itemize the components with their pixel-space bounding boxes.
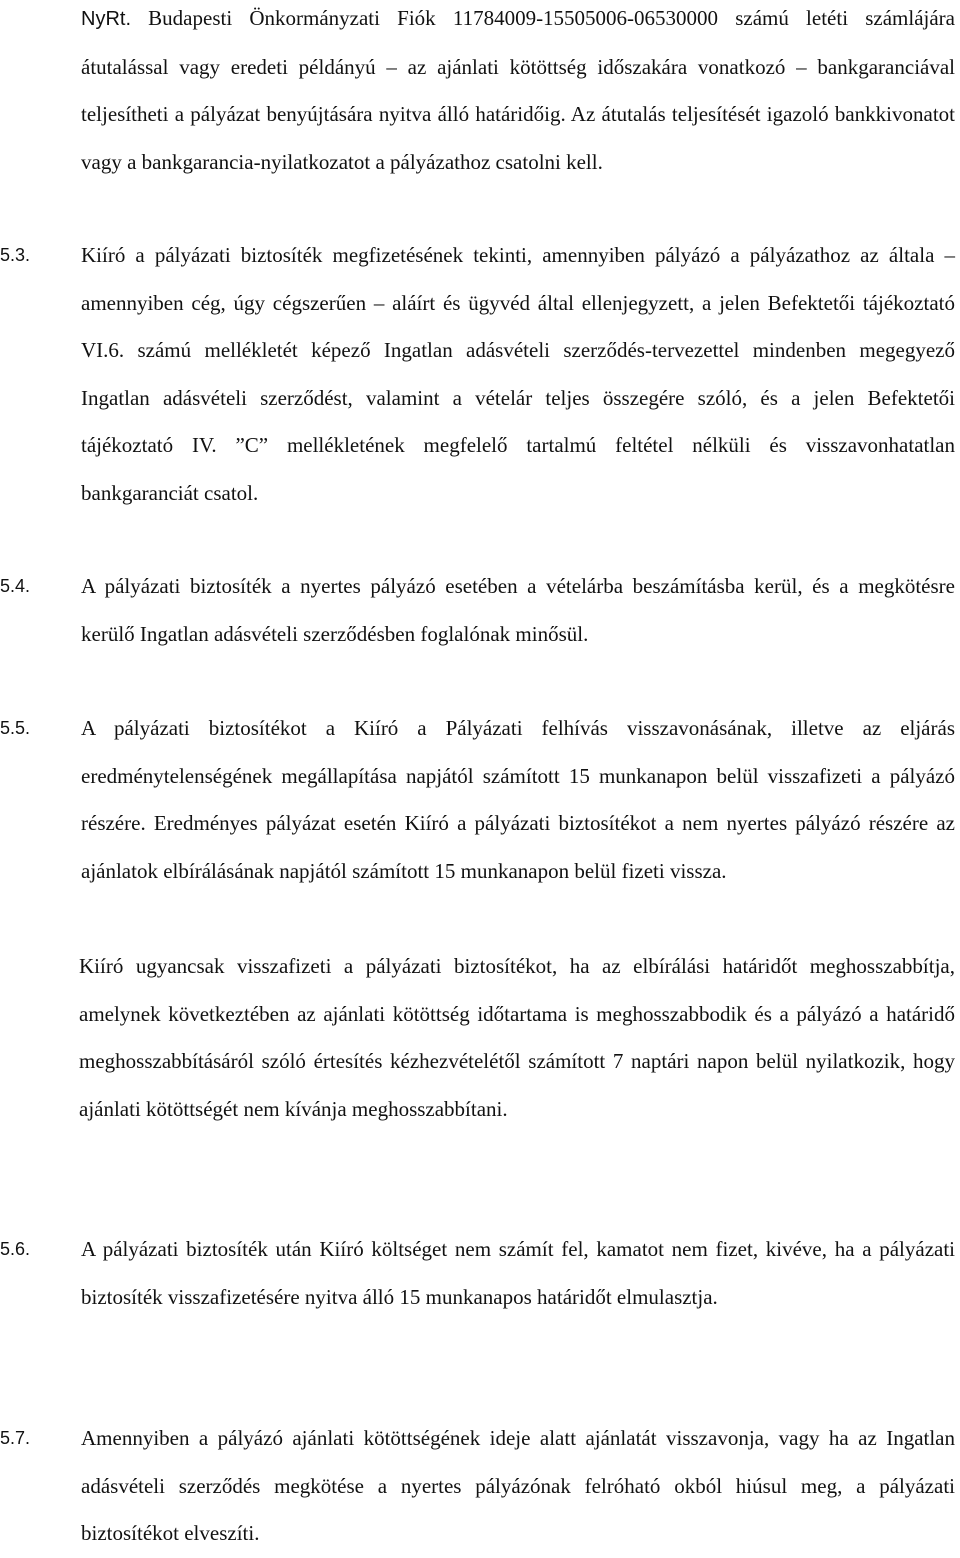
intro-body: Budapesti Önkormányzati Fiók 11784009-15505006-06530000 számú letéti számlájára átutalással vagy eredeti példányú – az ajánlati kötöttség időszakára vonatkozó – bankgaranciával teljesítheti a pályázat benyújtására nyitva álló határidőig. Az átutalás teljesítését igazoló bankkivonatot vagy a bankgarancia-nyilatkozatot a pályázathoz csatolni kell. <box>81 6 955 174</box>
section-number: 5.5. <box>0 718 31 738</box>
section-number: 5.3. <box>0 245 31 265</box>
section-number: 5.6. <box>0 1239 31 1259</box>
section-text: Kiíró ugyancsak visszafizeti a pályázati biztosítékot, ha az elbírálási határidőt meghosszabbítja, amelynek következtében az ajánlati kötöttség időtartama is meghosszabbodik és a pályázó a határidő meghosszabbításáról szóló értesítés kézhezvételétől számított 7 naptári napon belül nyilatkozik, hogy ajánlati kötöttségét nem kívánja meghosszabbítani. <box>79 954 955 1121</box>
intro-lead: NyRt. <box>81 8 131 30</box>
section-text: Kiíró a pályázati biztosíték megfizetésének tekinti, amennyiben pályázó a pályázathoz az általa – amennyiben cég, úgy cégszerűen – aláírt és ügyvéd által ellenjegyzett, a jelen Befektetői tájékoztató VI.6. számú mellékletét képező Ingatlan adásvételi szerződés-tervezettel mindenben megegyező Ingatlan adásvételi szerződést, valamint a vételár teljes összegére szóló, és a jelen Befektetői tájékoztató IV. ”C” mellékletének megfelelő tartalmú feltétel nélküli és visszavonhatatlan bankgaranciát csatol. <box>81 243 955 505</box>
section-text: A pályázati biztosíték a nyertes pályázó esetében a vételárba beszámításba kerül, és a megkötésre kerülő Ingatlan adásvételi szerződésben foglalónak minősül. <box>81 574 955 646</box>
section-number: 5.7. <box>0 1428 31 1448</box>
intro-text <box>81 0 955 186</box>
section-text: A pályázati biztosítékot a Kiíró a Pályázati felhívás visszavonásának, illetve az eljárás eredménytelenségének megállapítása napjától számított 15 munkanapon belül visszafizeti a pályázó részére. Eredményes pályázat esetén Kiíró a pályázati biztosítékot a nem nyertes pályázó részére az ajánlatok elbírálásának napjától számított 15 munkanapon belül fizeti vissza. <box>81 716 955 883</box>
section-number: 5.4. <box>0 576 31 596</box>
section-text: A pályázati biztosíték után Kiíró költséget nem számít fel, kamatot nem fizet, kivéve, ha a pályázati biztosíték visszafizetésére nyitva álló 15 munkanapos határidőt elmulasztja. <box>81 1237 955 1309</box>
section-text: Amennyiben a pályázó ajánlati kötöttségének ideje alatt ajánlatát visszavonja, vagy ha az Ingatlan adásvételi szerződés megkötése a nyertes pályázónak felróható okból hiúsul meg, a pályázati biztosítékot elveszíti. <box>81 1426 955 1545</box>
